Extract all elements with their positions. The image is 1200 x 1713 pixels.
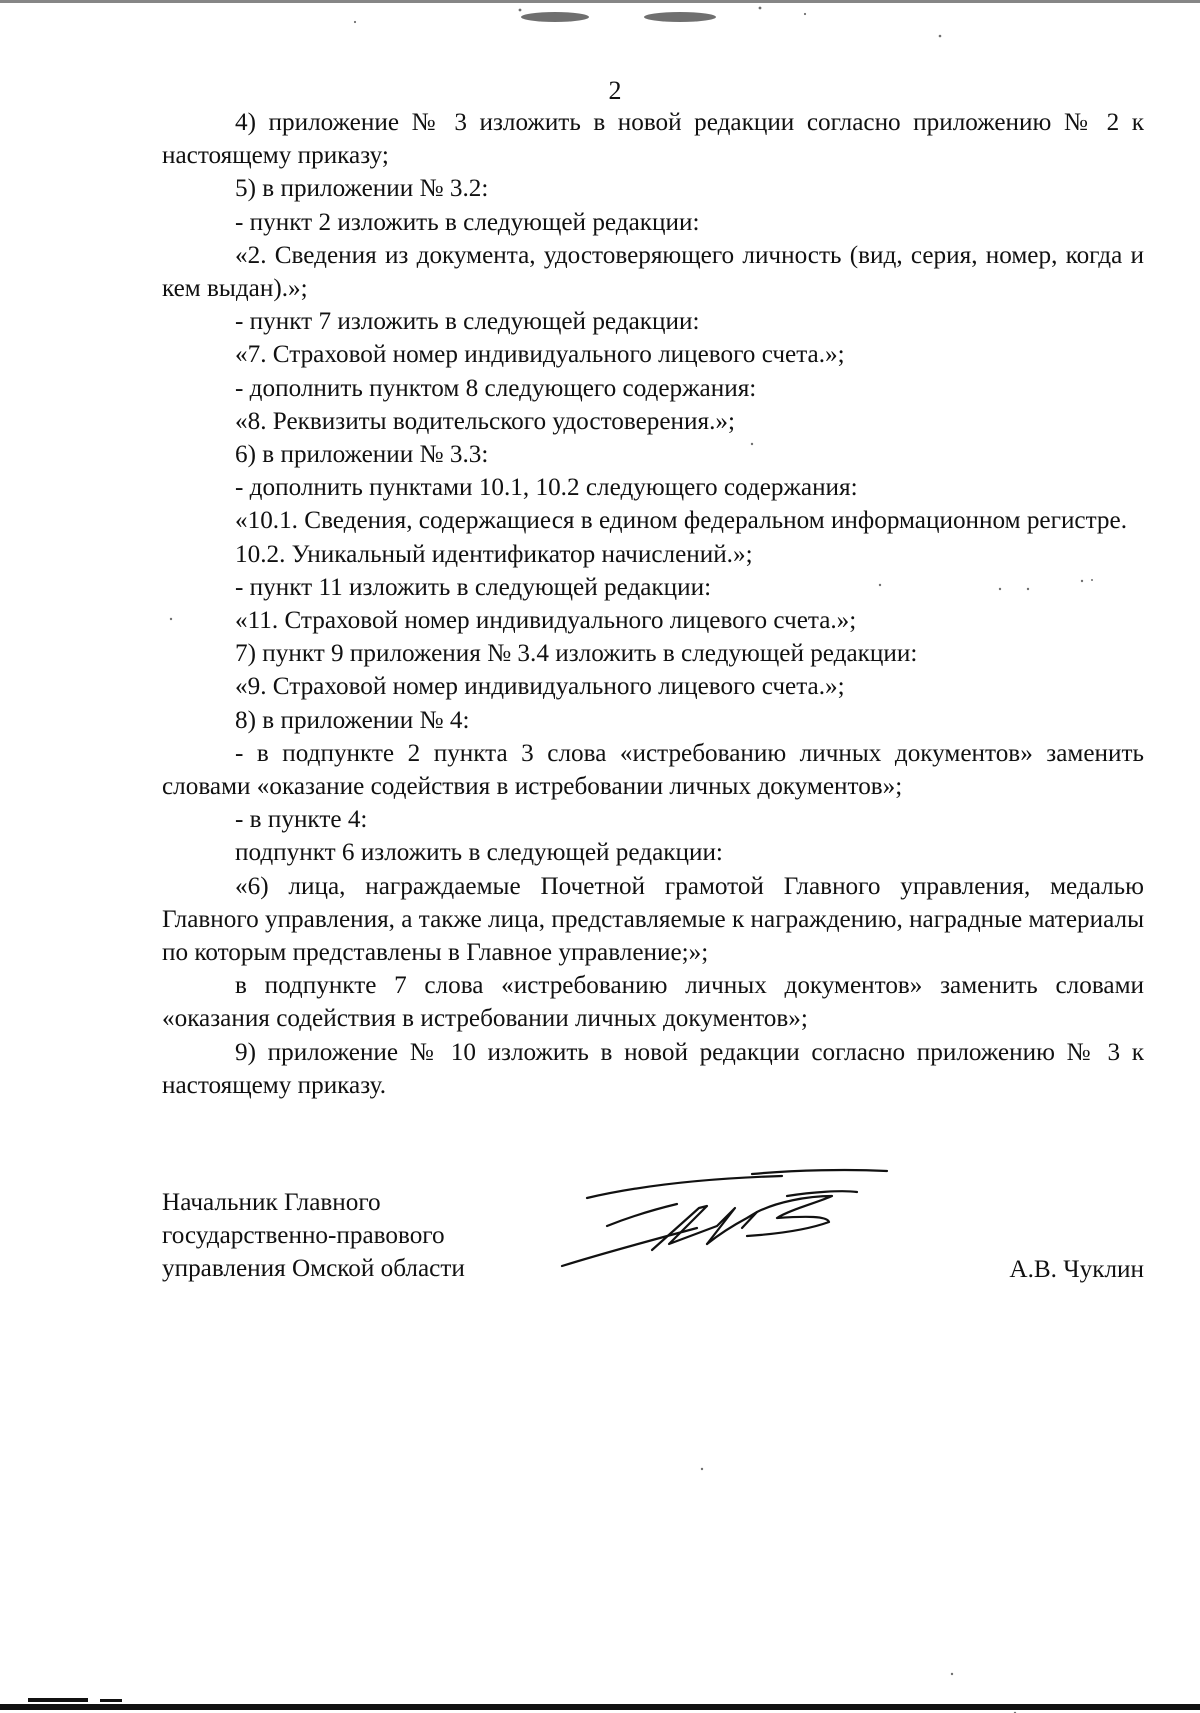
- paragraph: «8. Реквизиты водительского удостоверения.»;: [235, 407, 735, 435]
- paragraph: - пункт 11 изложить в следующей редакции:: [235, 573, 712, 601]
- paragraph: 10.2. Уникальный идентификатор начислений.»;: [235, 540, 753, 568]
- paragraph: «2. Сведения из документа, удостоверяющего личность (вид, серия, номер, когда и кем выдан).»;: [162, 241, 1144, 303]
- paragraph: - дополнить пунктами 10.1, 10.2 следующего содержания:: [235, 474, 858, 502]
- page-number: 2: [608, 76, 622, 105]
- signer-position: [162, 1186, 465, 1286]
- paragraph: - в пункте 4:: [235, 806, 368, 834]
- scan-bottom-edge: [0, 1704, 1200, 1710]
- paragraph: 8) в приложении № 4:: [235, 706, 470, 734]
- paragraph: 4) приложение № 3 изложить в новой редакции согласно приложению № 2 к настоящему приказу;: [162, 109, 1144, 170]
- paragraph: подпункт 6 изложить в следующей редакции:: [235, 839, 723, 867]
- scan-top-edge: [0, 0, 1200, 3]
- paragraph: «7. Страховой номер индивидуального лицевого счета.»;: [235, 341, 845, 369]
- signer-position-line: Начальник Главного: [162, 1189, 381, 1216]
- paragraph: «11. Страховой номер индивидуального лицевого счета.»;: [235, 607, 857, 635]
- document-body: [162, 106, 1144, 1102]
- paragraph: - дополнить пунктом 8 следующего содержания:: [235, 374, 757, 402]
- paragraph: 9) приложение № 10 изложить в новой редакции согласно приложению № 3 к настоящему приказу.: [162, 1038, 1144, 1099]
- signer-position-line: управления Омской области: [162, 1255, 465, 1283]
- paragraph: «9. Страховой номер индивидуального лицевого счета.»;: [235, 673, 845, 701]
- paragraph: 7) пункт 9 приложения № 3.4 изложить в следующей редакции:: [235, 640, 918, 668]
- paragraph: - пункт 7 изложить в следующей редакции:: [235, 308, 700, 336]
- paragraph: 5) в приложении № 3.2:: [235, 175, 489, 203]
- paragraph: в подпункте 7 слова «истребованию личных документов» заменить словами «оказания содействия в истребовании личных документов»;: [162, 972, 1144, 1033]
- signature-block: [162, 1186, 1144, 1306]
- paragraph: - пункт 2 изложить в следующей редакции:: [235, 208, 700, 236]
- paragraph: «6) лица, награждаемые Почетной грамотой Главного управления, медалью Главного управления, а также лица, представляемые к награждению, наградные материалы по которым представлены в Главное управление;»;: [162, 872, 1144, 967]
- signer-name: А.В. Чуклин: [1009, 1256, 1144, 1283]
- paragraph: «10.1. Сведения, содержащиеся в едином федеральном информационном регистре.: [235, 507, 1127, 535]
- paragraph: 6) в приложении № 3.3:: [235, 441, 489, 469]
- paragraph: - в подпункте 2 пункта 3 слова «истребованию личных документов» заменить словами «оказание содействия в истребовании личных документов»;: [162, 739, 1144, 801]
- handwritten-signature: [557, 1166, 897, 1276]
- signer-position-line: государственно-правового: [162, 1222, 445, 1250]
